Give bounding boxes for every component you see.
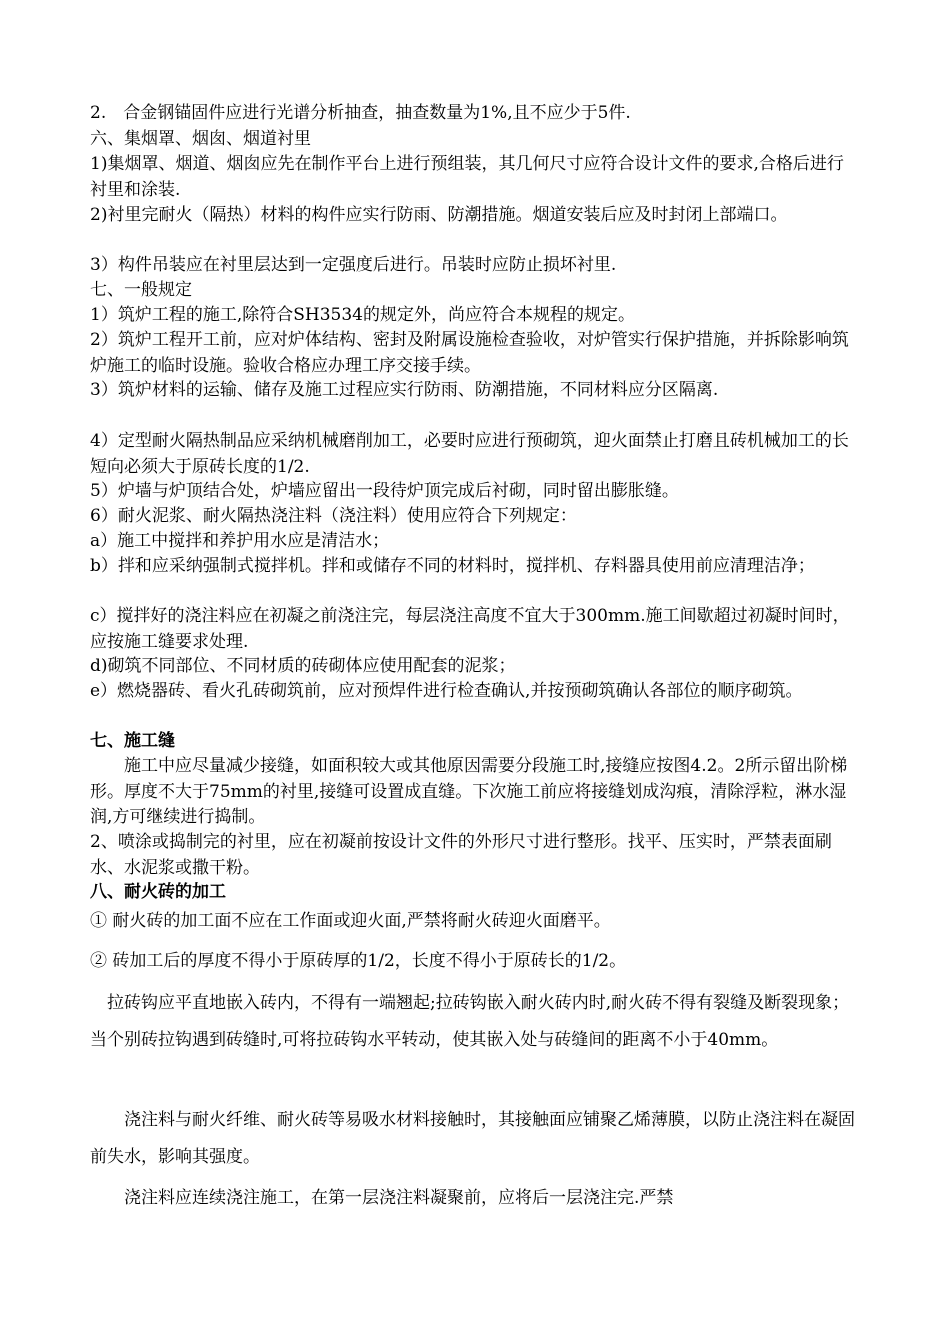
section-heading-brick-processing: 八、耐火砖的加工 xyxy=(90,882,226,902)
paragraph-item-a: a）施工中搅拌和养护用水应是清洁水； xyxy=(90,531,390,551)
paragraph-item-e: e）燃烧器砖、看火孔砖砌筑前，应对预焊件进行检查确认,并按预砌筑确认各部位的顺序砌筑。 xyxy=(90,681,803,701)
section-heading-general-rules: 七、一般规定 xyxy=(90,280,192,300)
paragraph-castable-contact: 浇注料与耐火纤维、耐火砖等易吸水材料接触时，其接触面应铺聚乙烯薄膜，以防止浇注料在凝固前失水，影响其强度。 xyxy=(90,1110,855,1167)
paragraph-rule-1: 1）筑炉工程的施工,除符合SH3534的规定外，尚应符合本规程的规定。 xyxy=(90,305,635,325)
paragraph-item-d: d)砌筑不同部位、不同材质的砖砌体应使用配套的泥浆； xyxy=(90,656,516,676)
paragraph-continuous-casting: 浇注料应连续浇注施工，在第一层浇注料凝聚前，应将后一层浇注完.严禁 xyxy=(90,1188,674,1208)
paragraph-joint-2: 2、喷涂或捣制完的衬里，应在初凝前按设计文件的外形尺寸进行整形。找平、压实时，严禁表面刷水、水泥浆或撒干粉。 xyxy=(90,832,832,878)
paragraph-preassembly: 1)集烟罩、烟道、烟囱应先在制作平台上进行预组装，其几何尺寸应符合设计文件的要求,合格后进行衬里和涂装. xyxy=(90,154,844,200)
paragraph-lifting: 3）构件吊装应在衬里层达到一定强度后进行。吊装时应防止损坏衬里. xyxy=(90,255,617,275)
paragraph-joint-1: 施工中应尽量减少接缝，如面积较大或其他原因需要分段施工时,接缝应按图4.2。2所示留出阶梯形。厚度不大于75mm的衬里,接缝可设置成直缝。下次施工前应将接缝划成沟痕，清除浮粒，淋水湿润,方可继续进行捣制。 xyxy=(90,756,848,827)
paragraph-item-b: b）拌和应采纳强制式搅拌机。拌和或储存不同的材料时，搅拌机、存料器具使用前应清理洁净； xyxy=(90,556,815,576)
section-heading-chimney-lining: 六、集烟罩、烟囱、烟道衬里 xyxy=(90,129,311,149)
paragraph-brick-2: ② 砖加工后的厚度不得小于原砖厚的1/2，长度不得小于原砖长的1/2。 xyxy=(90,951,627,971)
paragraph-hook: 拉砖钩应平直地嵌入砖内，不得有一端翘起;拉砖钩嵌入耐火砖内时,耐火砖不得有裂缝及断裂现象；当个别砖拉钩遇到砖缝时,可将拉砖钩水平转动，使其嵌入处与砖缝间的距离不小于40mm。 xyxy=(90,993,850,1050)
paragraph-rain-protection: 2)衬里完耐火（隔热）材料的构件应实行防雨、防潮措施。烟道安装后应及时封闭上部端口。 xyxy=(90,205,788,225)
paragraph-rule-6: 6）耐火泥浆、耐火隔热浇注料（浇注料）使用应符合下列规定： xyxy=(90,506,577,526)
paragraph-rule-4: 4）定型耐火隔热制品应采纳机械磨削加工，必要时应进行预砌筑，迎火面禁止打磨且砖机械加工的长短向必须大于原砖长度的1/2. xyxy=(90,431,849,477)
paragraph-anchor-spectral: 2. 合金钢锚固件应进行光谱分析抽查，抽查数量为1%,且不应少于5件. xyxy=(90,103,631,123)
paragraph-rule-5: 5）炉墙与炉顶结合处，炉墙应留出一段待炉顶完成后衬砌，同时留出膨胀缝。 xyxy=(90,481,679,501)
paragraph-item-c: c）搅拌好的浇注料应在初凝之前浇注完，每层浇注高度不宜大于300mm.施工间歇超过初凝时间时，应按施工缝要求处理. xyxy=(90,606,850,652)
paragraph-rule-2: 2）筑炉工程开工前，应对炉体结构、密封及附属设施检查验收，对炉管实行保护措施，并拆除影响筑炉施工的临时设施。验收合格应办理工序交接手续。 xyxy=(90,330,849,376)
section-heading-construction-joint: 七、施工缝 xyxy=(90,731,175,751)
paragraph-brick-1: ① 耐火砖的加工面不应在工作面或迎火面,严禁将耐火砖迎火面磨平。 xyxy=(90,911,611,931)
paragraph-rule-3: 3）筑炉材料的运输、储存及施工过程应实行防雨、防潮措施，不同材料应分区隔离. xyxy=(90,380,719,400)
